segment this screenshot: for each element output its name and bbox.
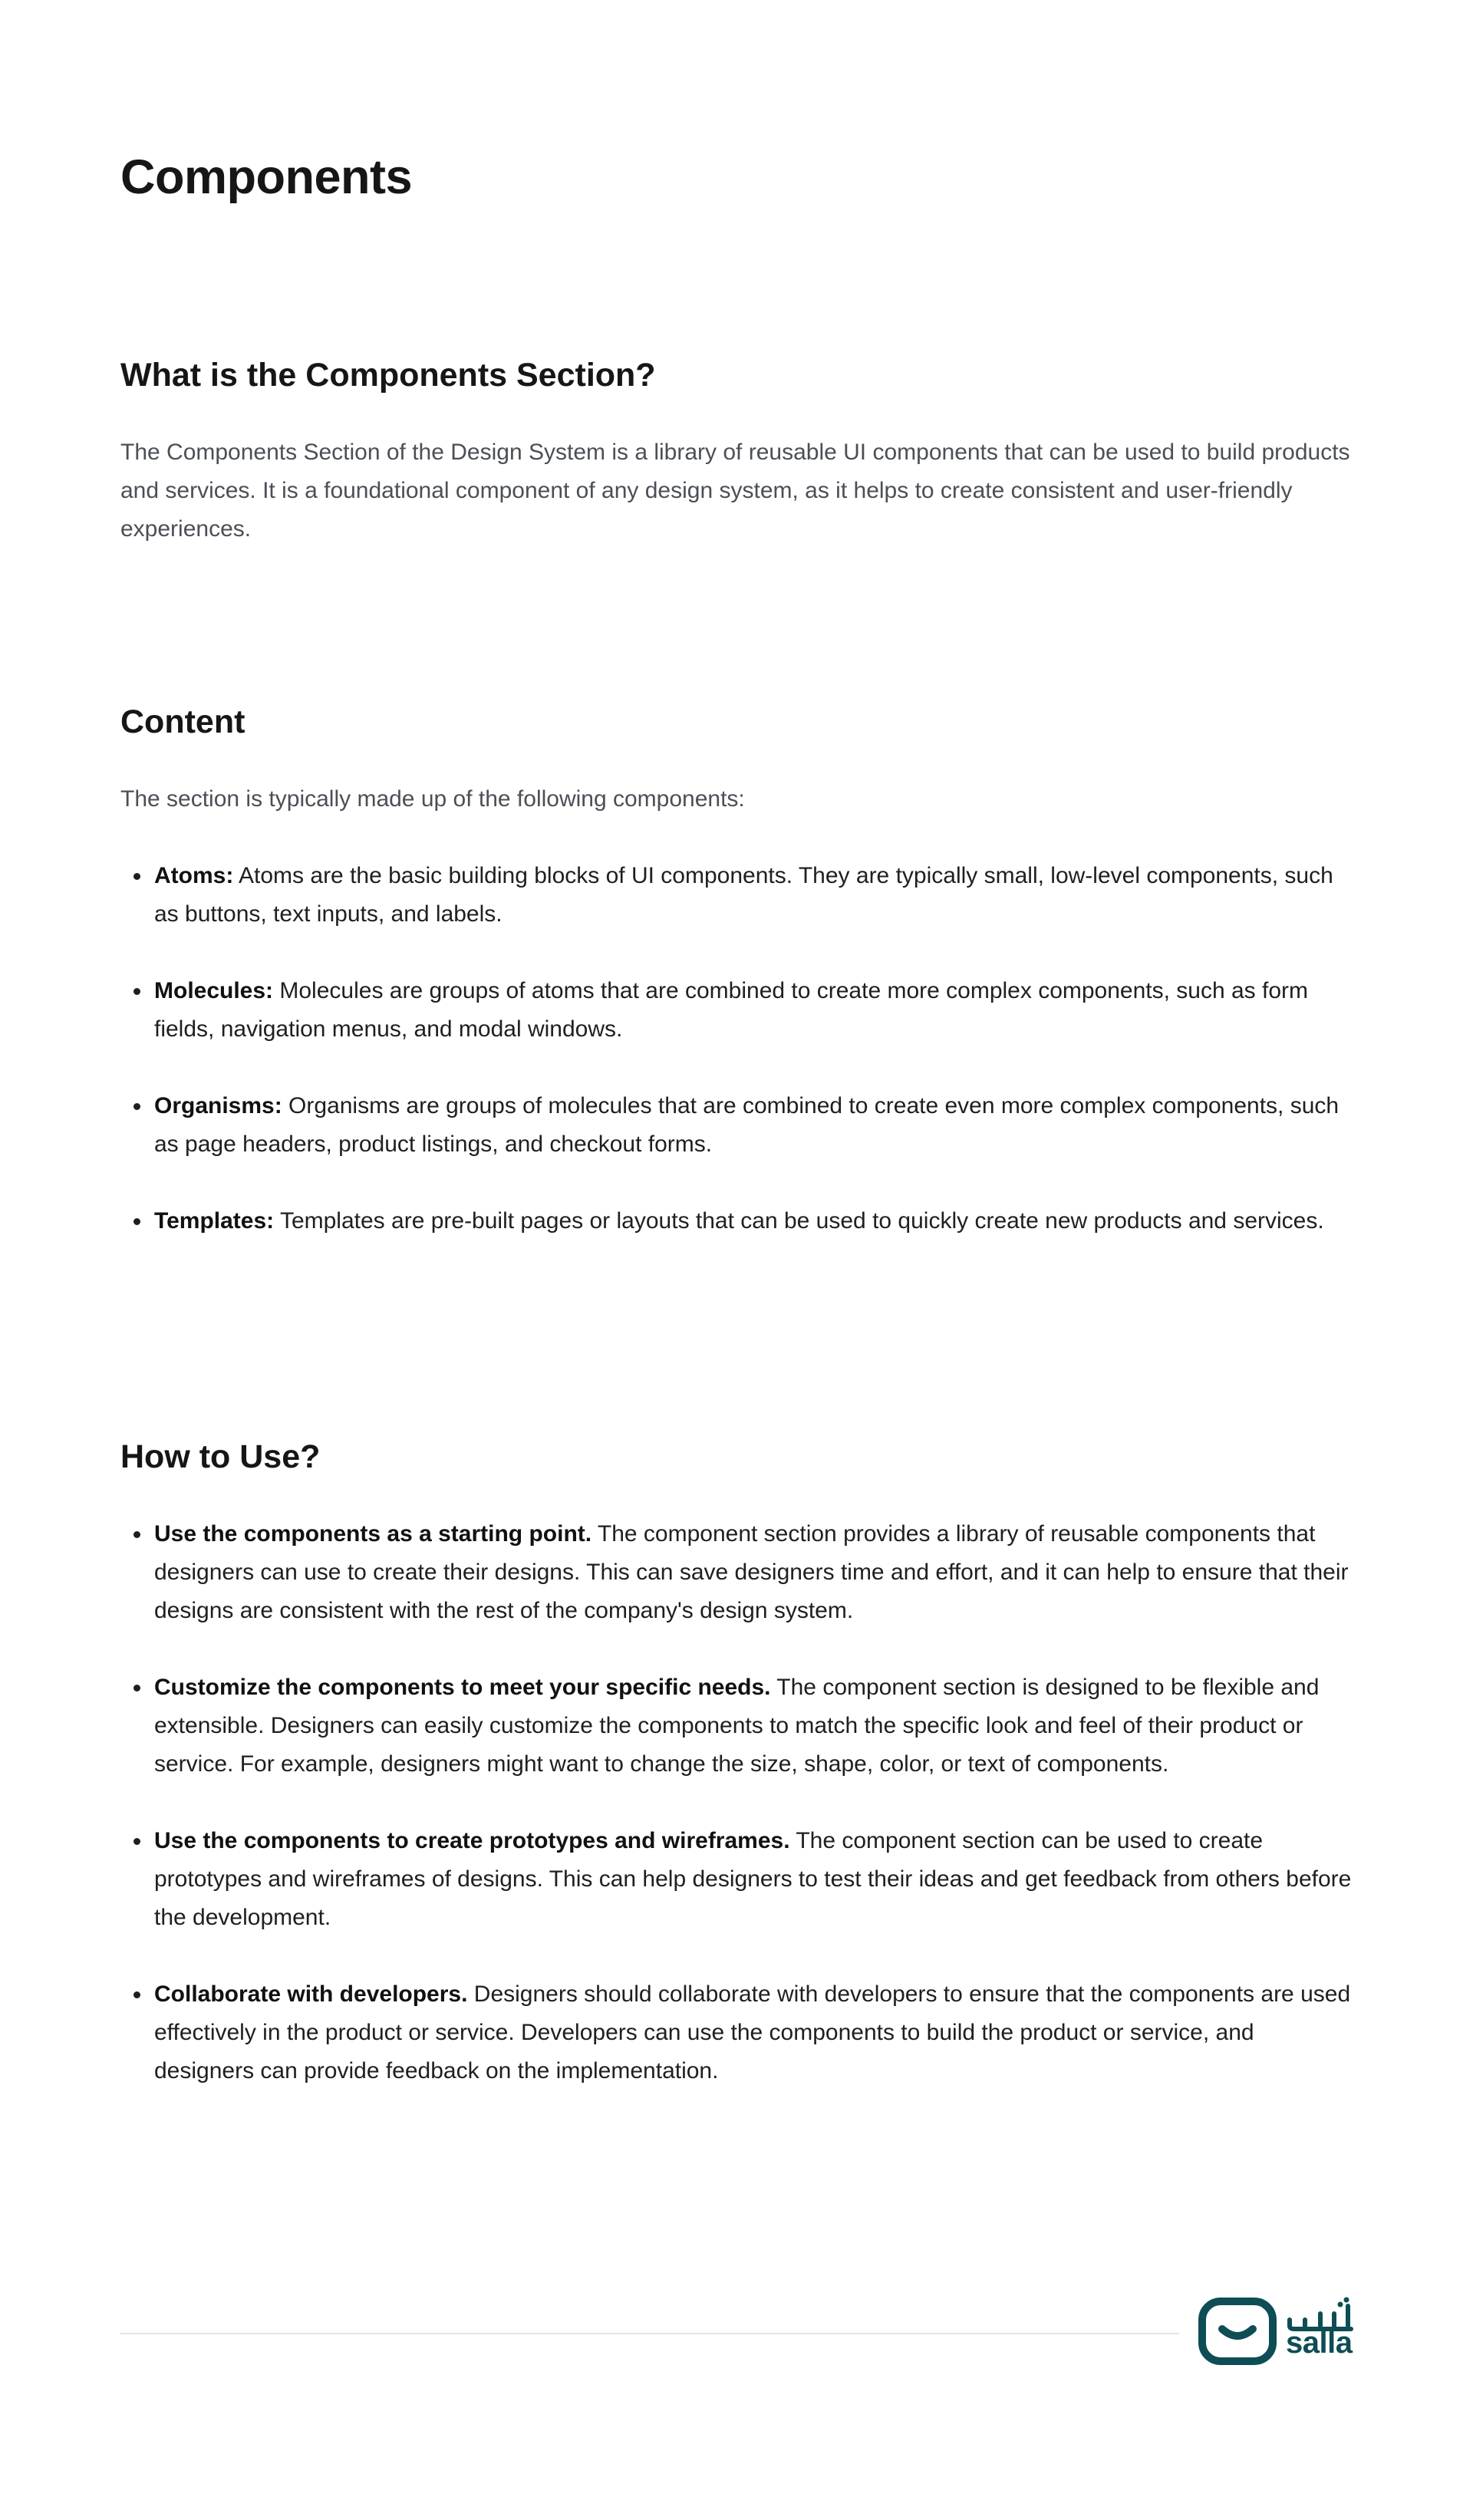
section-intro-content: The section is typically made up of the following components: xyxy=(120,786,745,812)
list-item-term: Use the components to create prototypes and wireframes. xyxy=(154,1828,790,1853)
list-item-text: The component section provides a library of reusable components that designers can use to create their designs. This can save designers time and effort, and it can help to ensure that their designs are consistent with the rest of the company's design system. xyxy=(154,1521,1349,1623)
list-item-text: Templates are pre-built pages or layouts that can be used to quickly create new products and services. xyxy=(274,1208,1324,1234)
list-item-text: Molecules are groups of atoms that are combined to create more complex components, such as form fields, navigation menus, and modal windows. xyxy=(154,978,1309,1042)
list-item-term: Use the components as a starting point. xyxy=(154,1521,592,1547)
list-item-text: Organisms are groups of molecules that are combined to create even more complex components, such as page headers, product listings, and checkout forms. xyxy=(154,1093,1340,1157)
list-item-term: Atoms: xyxy=(154,863,234,888)
footer-divider xyxy=(120,2333,1179,2334)
salla-latin-wordmark: salla xyxy=(1286,2326,1353,2360)
list-item-text: The component section is designed to be flexible and extensible. Designers can easily customize the components to match the specific look and feel of their product or service. For example, designers might want to change the size, shape, color, or text of components. xyxy=(154,1675,1320,1777)
list-item-term: Collaborate with developers. xyxy=(154,1981,468,2007)
content-components-list xyxy=(120,857,1356,1279)
list-item xyxy=(120,1202,1356,1240)
list-item-text: Designers should collaborate with developers to ensure that the components are used effectively in the product or service. Developers can use the components to build the product or service, and designers can provide feedback on the implementation. xyxy=(154,1981,1351,2084)
list-item xyxy=(120,1515,1356,1630)
section-heading-what: What is the Components Section? xyxy=(120,357,656,394)
salla-logo xyxy=(1198,2292,1359,2366)
list-item-text: Atoms are the basic building blocks of UI components. They are typically small, low-level components, such as buttons, text inputs, and labels. xyxy=(154,863,1333,927)
list-item xyxy=(120,1668,1356,1784)
list-item xyxy=(120,972,1356,1049)
list-item xyxy=(120,857,1356,934)
list-item-term: Organisms: xyxy=(154,1093,282,1118)
section-heading-how: How to Use? xyxy=(120,1438,321,1475)
how-to-use-list xyxy=(120,1515,1356,2129)
section-body-what: The Components Section of the Design System is a library of reusable UI components that can be used to build products and services. It is a foundational component of any design system, as it helps to create consistent and user-friendly experiences. xyxy=(120,440,1350,542)
list-item xyxy=(120,1822,1356,1937)
list-item xyxy=(120,1087,1356,1164)
list-item-text: The component section can be used to create prototypes and wireframes of designs. This can help designers to test their ideas and get feedback from others before the development. xyxy=(154,1828,1352,1930)
list-item-term: Molecules: xyxy=(154,978,274,1003)
section-heading-content: Content xyxy=(120,703,246,740)
page-title: Components xyxy=(120,150,412,204)
list-item-term: Templates: xyxy=(154,1208,275,1234)
list-item xyxy=(120,1975,1356,2090)
list-item-term: Customize the components to meet your specific needs. xyxy=(154,1675,771,1700)
